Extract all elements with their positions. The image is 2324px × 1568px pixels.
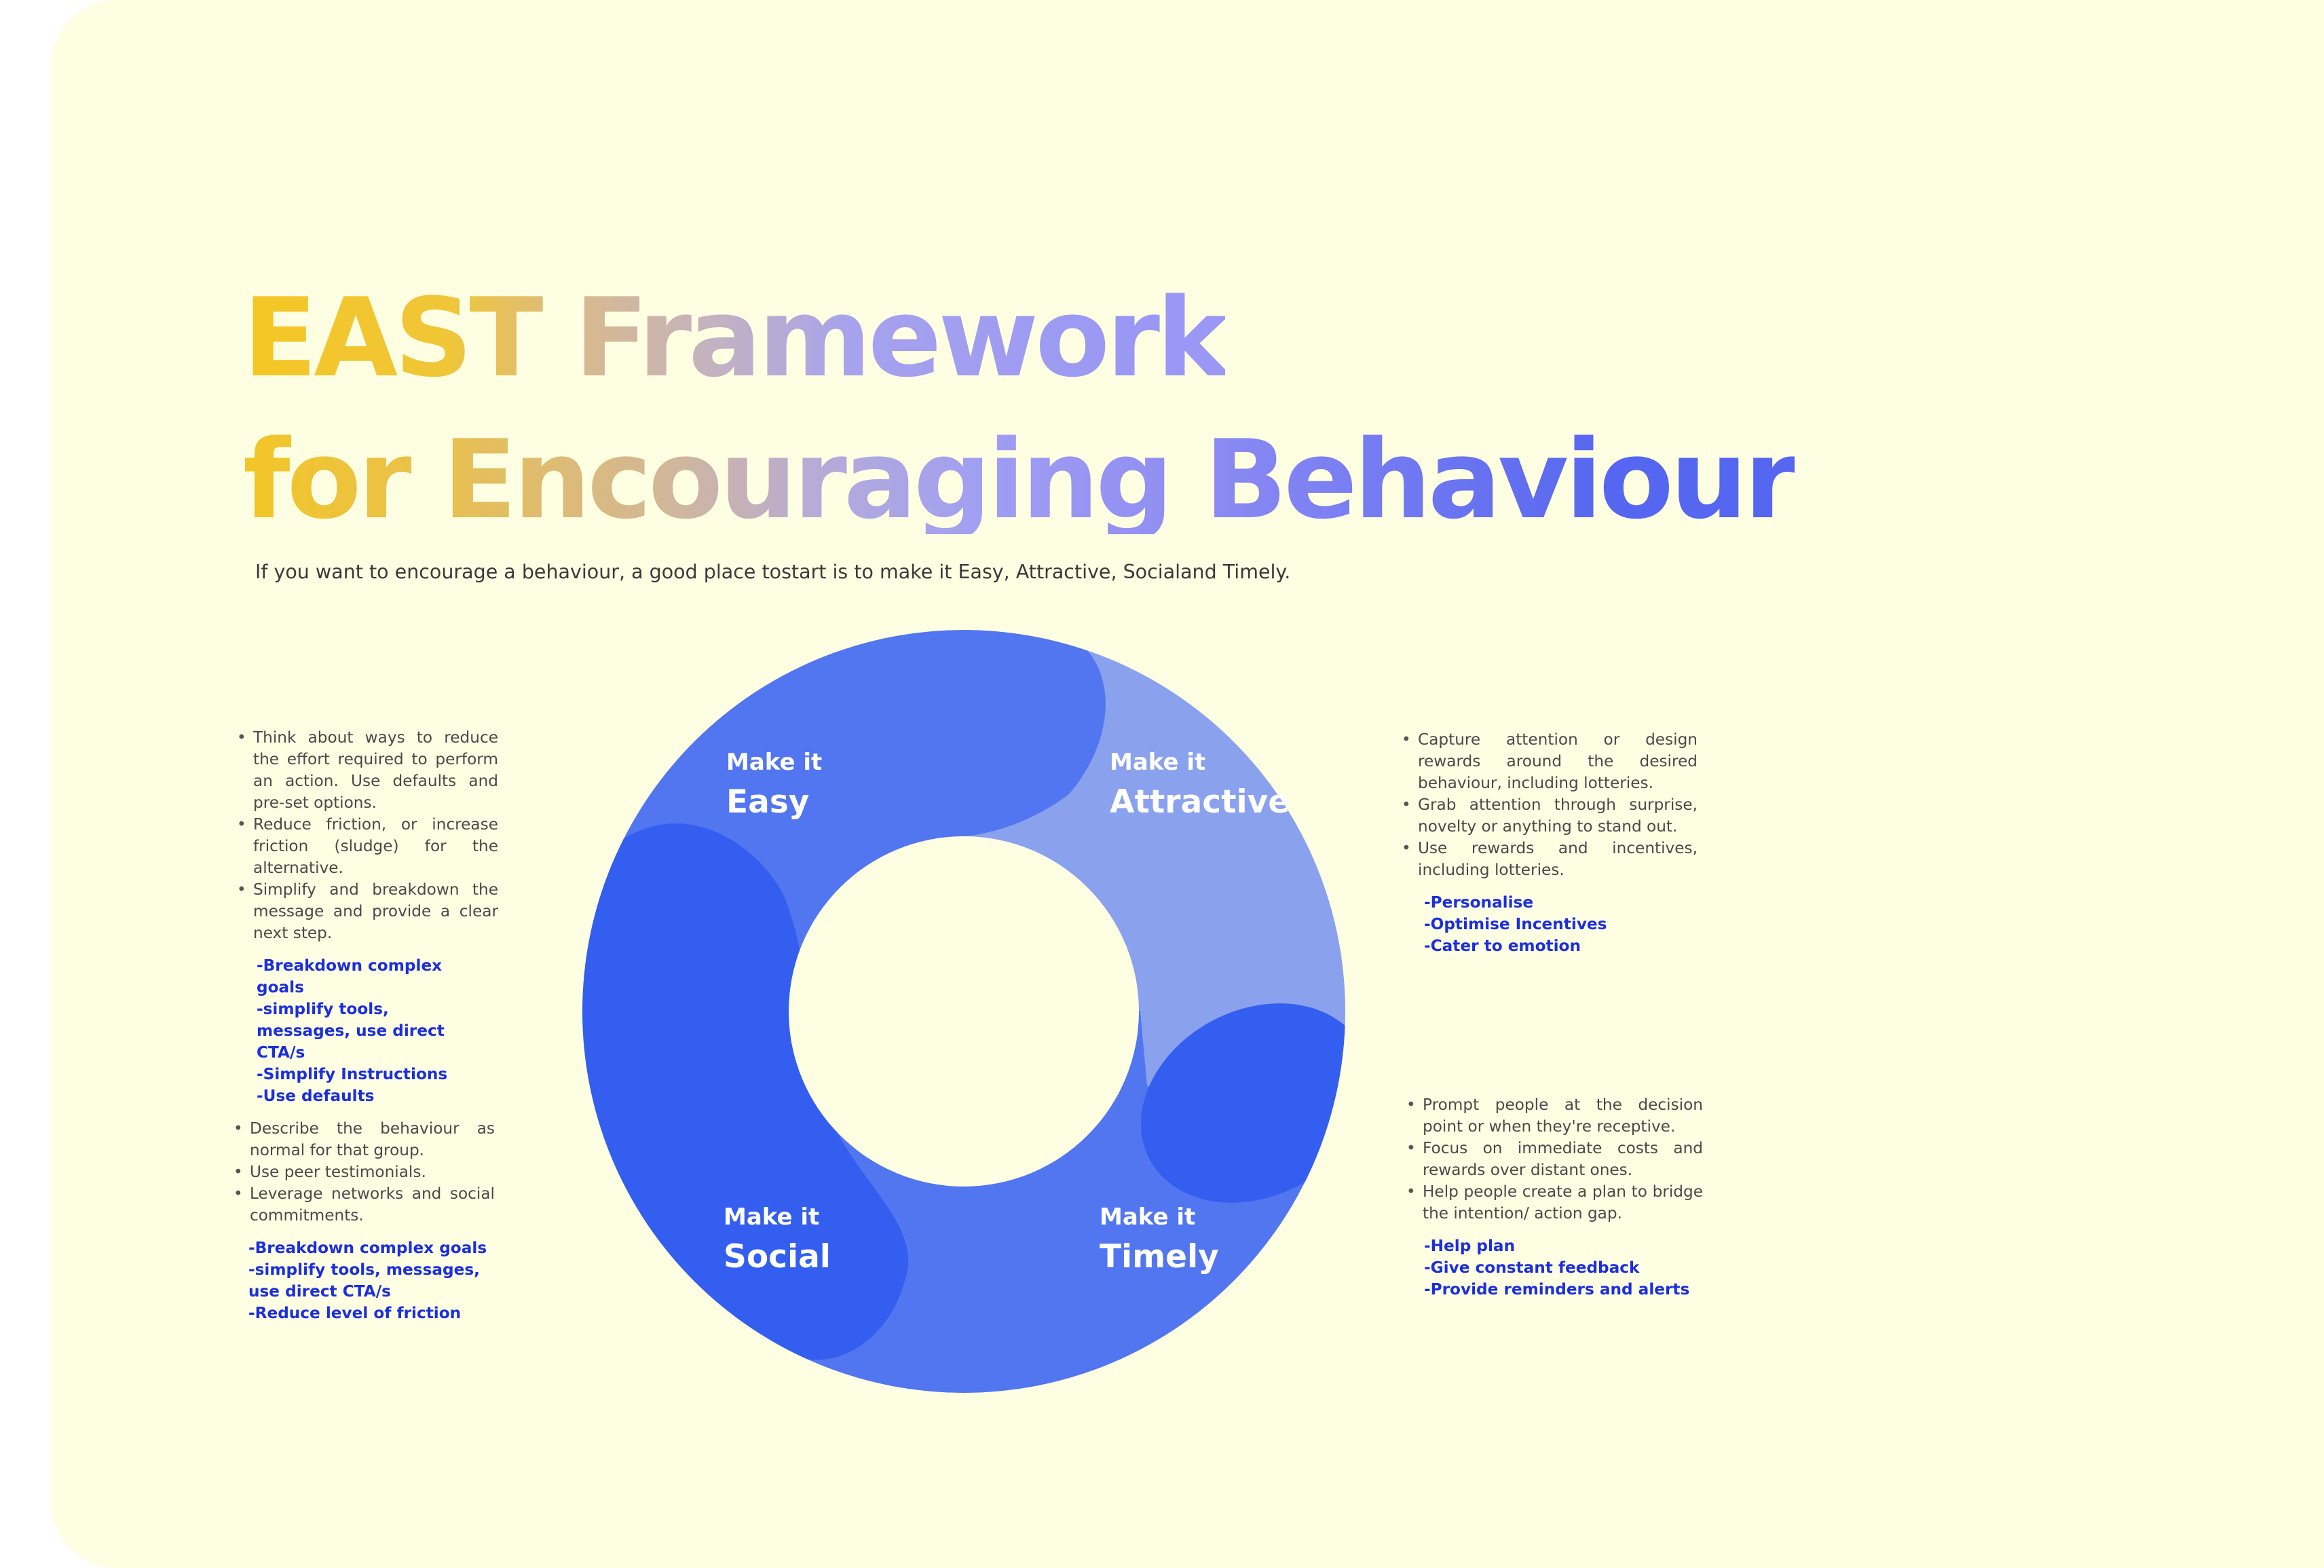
easy-tip: -Simplify Instructions [257, 1065, 448, 1083]
easy-tip: -Use defaults [257, 1087, 375, 1105]
social-tip: -Breakdown complex goals [248, 1239, 487, 1257]
subtitle: If you want to encourage a behaviour, a good place tostart is to make it Easy, Attractive, Socialand Timely. [255, 561, 1291, 583]
attractive-label-word: Attractive [1110, 783, 1290, 821]
timely-tip: -Give constant feedback [1424, 1258, 1640, 1277]
attractive-label-prefix: Make it [1110, 749, 1206, 776]
social-bullet: • Use peer testimonials. [233, 1161, 495, 1183]
social-bullet-list [233, 1118, 495, 1227]
timely-bullet: • Focus on immediate costs and rewards over distant ones. [1406, 1138, 1703, 1181]
attractive-bullet: • Use rewards and incentives, including lotteries. [1402, 838, 1698, 881]
timely-bullet: • Prompt people at the decision point or when they're receptive. [1406, 1094, 1703, 1138]
easy-label [726, 749, 823, 821]
social-description [233, 1118, 495, 1324]
timely-bullet: • Help people create a plan to bridge the intention/ action gap. [1406, 1181, 1703, 1225]
social-label-prefix: Make it [724, 1203, 820, 1231]
easy-bullet: • Reduce friction, or increase friction (sludge) for the alternative. [237, 814, 498, 879]
attractive-label [1110, 749, 1290, 821]
social-label-word: Social [724, 1238, 831, 1275]
timely-bullet-list [1406, 1094, 1703, 1225]
easy-bullet-list [237, 727, 498, 944]
timely-tips [1406, 1235, 1703, 1301]
easy-tip: -simplify tools, messages, use direct CTA/s [257, 1000, 445, 1062]
social-tips [233, 1237, 500, 1324]
social-label [724, 1203, 831, 1275]
easy-tips [237, 955, 481, 1107]
easy-tip: -Breakdown complex goals [257, 956, 443, 996]
social-bullet: • Describe the behaviour as normal for that group. [233, 1118, 495, 1161]
attractive-tip: -Optimise Incentives [1424, 915, 1607, 933]
easy-description [237, 727, 498, 1107]
attractive-bullet-list [1402, 729, 1698, 881]
title-line-1: EAST Framework [243, 274, 1226, 401]
easy-bullet: • Simplify and breakdown the message and provide a clear next step. [237, 879, 498, 944]
attractive-tip: -Personalise [1424, 893, 1534, 912]
title-line-2: for Encouraging Behaviour [243, 416, 1795, 543]
timely-tip: -Provide reminders and alerts [1424, 1280, 1690, 1299]
attractive-tip: -Cater to emotion [1424, 937, 1581, 955]
attractive-tips [1402, 892, 1698, 957]
timely-description [1406, 1094, 1703, 1301]
timely-tip: -Help plan [1424, 1237, 1516, 1255]
attractive-bullet: • Grab attention through surprise, novelty or anything to stand out. [1402, 794, 1698, 838]
timely-label-word: Timely [1100, 1238, 1219, 1275]
easy-bullet: • Think about ways to reduce the effort required to perform an action. Use defaults and pre-set options. [237, 727, 498, 814]
attractive-bullet: • Capture attention or design rewards around the desired behaviour, including lotteries. [1402, 729, 1698, 794]
easy-label-word: Easy [726, 783, 810, 821]
timely-label-prefix: Make it [1100, 1203, 1196, 1231]
social-tip: -simplify tools, messages, use direct CTA/s [248, 1261, 480, 1301]
social-bullet: • Leverage networks and social commitments. [233, 1183, 495, 1227]
attractive-description [1402, 729, 1698, 957]
social-tip: -Reduce level of friction [248, 1304, 462, 1322]
timely-label [1100, 1203, 1219, 1275]
easy-label-prefix: Make it [726, 749, 823, 776]
